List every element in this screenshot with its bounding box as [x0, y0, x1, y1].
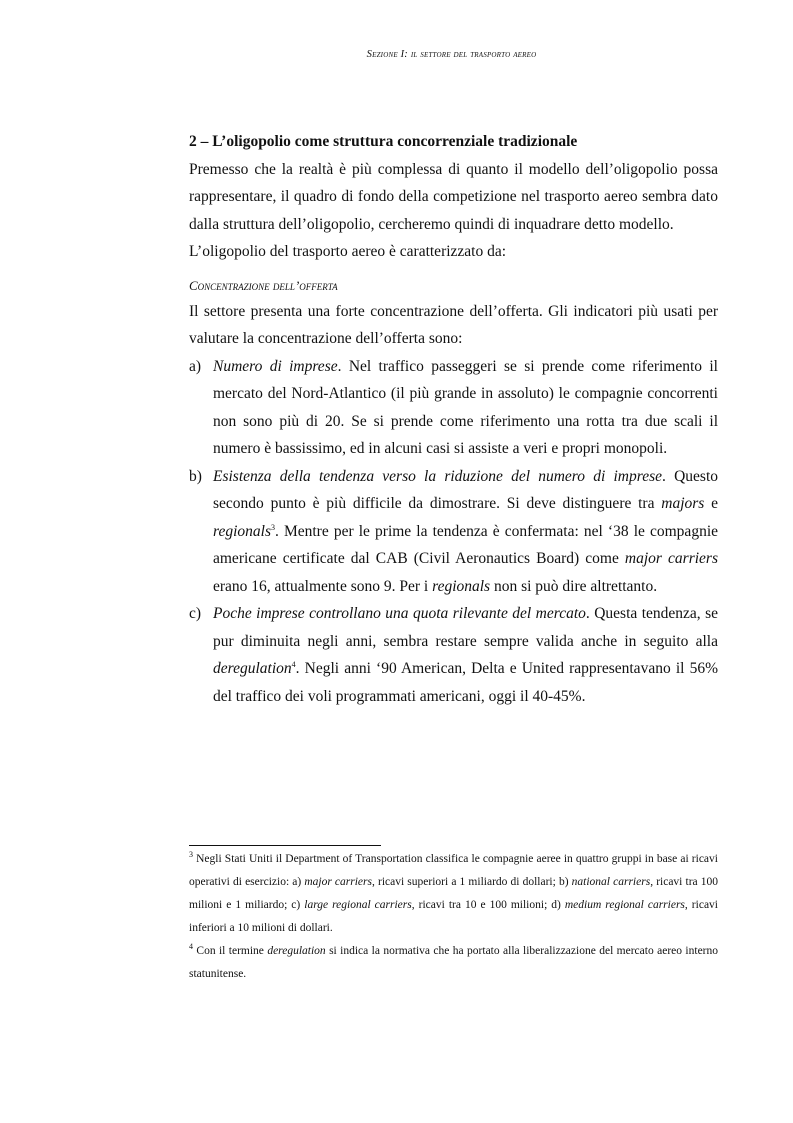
footnote-number: 3: [189, 850, 193, 860]
footnote-term: national carriers: [571, 876, 651, 888]
list-marker: c): [189, 605, 202, 622]
item-text: non si può dire altrettanto.: [490, 577, 658, 595]
term-regionals: regionals: [432, 577, 491, 595]
item-title: Poche imprese controllano una quota rilevante del mercato: [213, 605, 586, 622]
footnote-separator: [189, 845, 381, 846]
subsection-heading: Concentrazione dell’offerta: [189, 277, 338, 293]
indicator-list: [189, 353, 718, 711]
item-text: . Nel traffico passeggeri se si prende come riferimento il mercato del Nord-Atlantico (il più grande in assoluto) le compagnie concorrenti non sono più di 20. Se si prende come riferimento una rotta tra due scali il numero è bassissimo, ed in alcuni casi si assiste a veri e propri monopoli.: [213, 357, 718, 457]
term-majors: majors: [661, 495, 705, 512]
footnote-number: 4: [189, 942, 193, 952]
footnote-text: , ricavi superiori a 1 miliardo di dollari; b): [372, 876, 572, 888]
footnote-text: , ricavi tra 10 e 100 milioni; d): [411, 899, 565, 911]
term-deregulation: deregulation: [213, 660, 292, 677]
footnote-ref-3[interactable]: 3: [270, 522, 275, 532]
footnote-text: , ricavi inferiori a 10 milioni di dollari.: [189, 899, 718, 934]
term-major-carriers: major carriers: [624, 550, 718, 567]
section-intro: Premesso che la realtà è più complessa di quanto il modello dell’oligopolio possa rappresentare, il quadro di fondo della competizione nel trasporto aereo sembra dato dalla struttura dell’oligopolio, cercheremo quindi di inquadrare detto modello.: [189, 160, 718, 233]
footnote-text: Negli Stati Uniti il Department of Transportation classifica le compagnie aeree in quattro gruppi in base ai ricavi operativi di esercizio: a): [189, 853, 718, 888]
footnote-term: large regional carriers: [304, 899, 412, 911]
item-title: Numero di imprese: [213, 357, 338, 375]
subsection-intro: Il settore presenta una forte concentrazione dell’offerta. Gli indicatori più usati per valutare la concentrazione dell’offerta sono:: [189, 302, 718, 347]
footnote-term: medium regional carriers: [564, 899, 685, 911]
footnote-term: major carriers: [304, 876, 372, 888]
footnote-ref-4[interactable]: 4: [291, 659, 296, 669]
term-regionals: regionals: [213, 522, 271, 540]
list-item-c: [189, 600, 718, 710]
list-item-b: [189, 463, 718, 601]
footnote-text: si indica la normativa che ha portato alla liberalizzazione del mercato aereo interno statunitense.: [189, 945, 718, 980]
list-marker: b): [189, 467, 202, 485]
item-text: e: [704, 495, 718, 512]
footnote-term: deregulation: [267, 945, 326, 957]
item-text: . Questa tendenza, se pur diminuita negli anni, sembra restare sempre valida anche in seguito alla: [213, 605, 718, 650]
section-lead: L’oligopolio del trasporto aereo è caratterizzato da:: [189, 243, 507, 260]
footnote-4: [189, 940, 718, 986]
item-text: . Mentre per le prime la tendenza è confermata: nel ‘38 le compagnie americane certificate dal CAB (Civil Aeronautics Board) come: [213, 522, 718, 567]
list-item-a: [189, 353, 718, 463]
footnotes: [189, 848, 718, 986]
item-text: . Negli anni ‘90 American, Delta e United rappresentavano il 56% del traffico dei voli programmati americani, oggi il 40-45%.: [213, 660, 718, 705]
footnote-text: , ricavi tra 100 milioni e 1 miliardo; c): [189, 876, 719, 911]
item-text: . Questo secondo punto è più difficile da dimostrare. Si deve distinguere tra: [213, 467, 718, 512]
item-text: erano 16, attualmente sono 9. Per i: [213, 577, 433, 595]
section-title: 2 – L’oligopolio come struttura concorrenziale tradizionale: [189, 133, 578, 150]
footnote-text: Con il termine: [193, 945, 268, 957]
footnote-3: [189, 848, 718, 940]
running-head: Sezione I: il settore del trasporto aereo: [366, 49, 537, 60]
item-title: Esistenza della tendenza verso la riduzione del numero di imprese: [213, 467, 662, 485]
list-marker: a): [189, 357, 202, 375]
main-content: [189, 128, 718, 710]
